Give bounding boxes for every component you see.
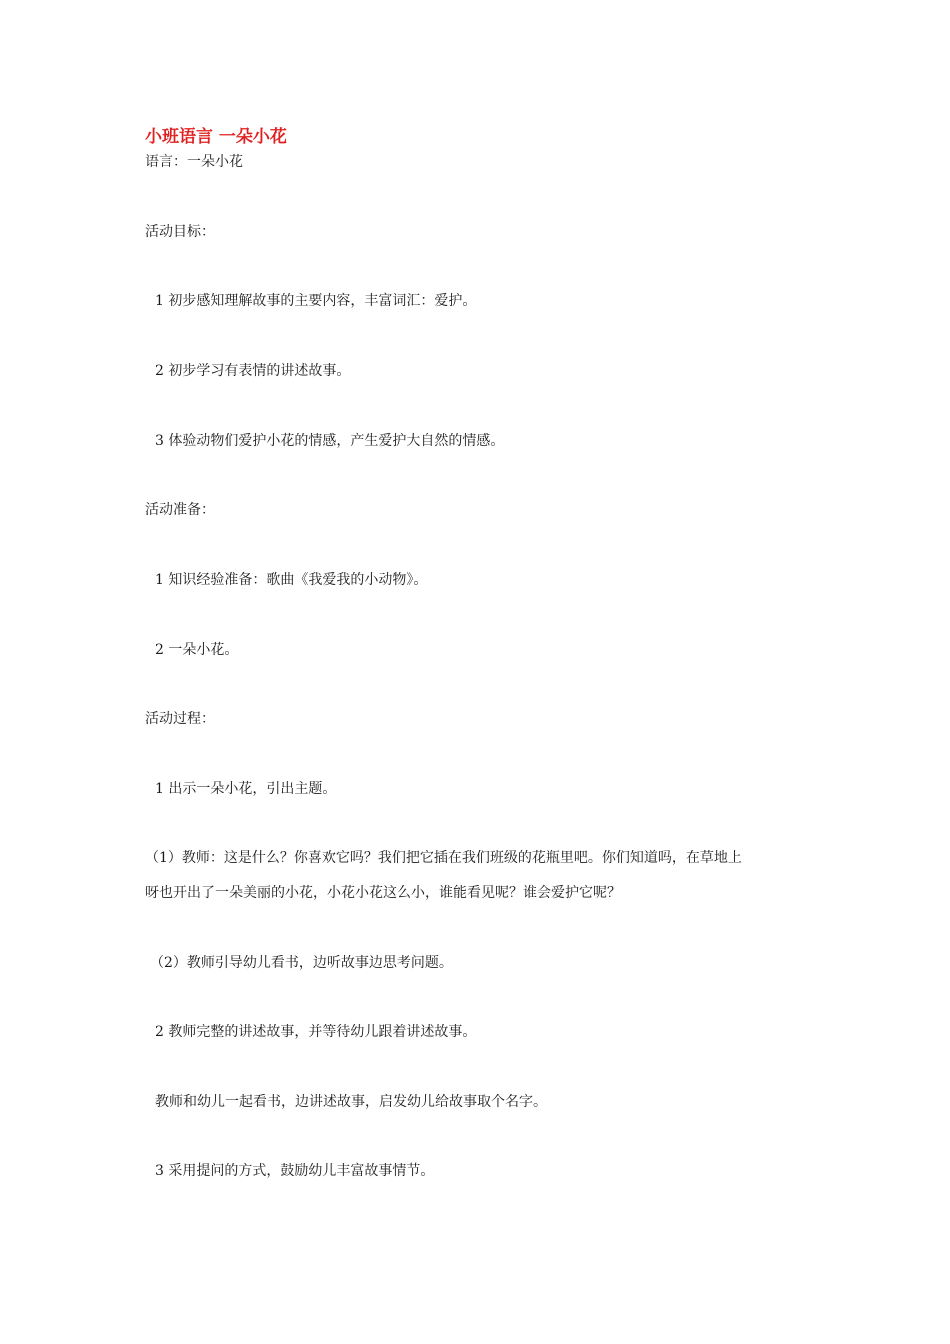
prep-item: 2 一朵小花。	[155, 642, 239, 658]
process-item: （1）教师：这是什么？你喜欢它吗？我们把它插在我们班级的花瓶里吧。你们知道吗，在草地上	[145, 850, 742, 866]
process-item: 1 出示一朵小花，引出主题。	[155, 781, 337, 797]
goals-heading: 活动目标：	[145, 224, 215, 240]
document-subtitle: 语言：一朵小花	[145, 154, 243, 170]
document-title: 小班语言 一朵小花	[145, 127, 287, 147]
process-item-continued: 呀也开出了一朵美丽的小花，小花小花这么小，谁能看见呢？谁会爱护它呢？	[145, 885, 621, 901]
goal-item: 3 体验动物们爱护小花的情感，产生爱护大自然的情感。	[155, 433, 505, 449]
prep-heading: 活动准备：	[145, 502, 215, 518]
goal-item: 2 初步学习有表情的讲述故事。	[155, 363, 351, 379]
process-item: 3 采用提问的方式，鼓励幼儿丰富故事情节。	[155, 1163, 435, 1179]
process-item: 教师和幼儿一起看书，边讲述故事，启发幼儿给故事取个名字。	[155, 1094, 547, 1110]
process-item: 2 教师完整的讲述故事，并等待幼儿跟着讲述故事。	[155, 1024, 477, 1040]
prep-item: 1 知识经验准备：歌曲《我爱我的小动物》。	[155, 572, 428, 588]
process-heading: 活动过程：	[145, 711, 215, 727]
process-item: （2）教师引导幼儿看书，边听故事边思考问题。	[150, 955, 453, 971]
goal-item: 1 初步感知理解故事的主要内容，丰富词汇：爱护。	[155, 293, 477, 309]
